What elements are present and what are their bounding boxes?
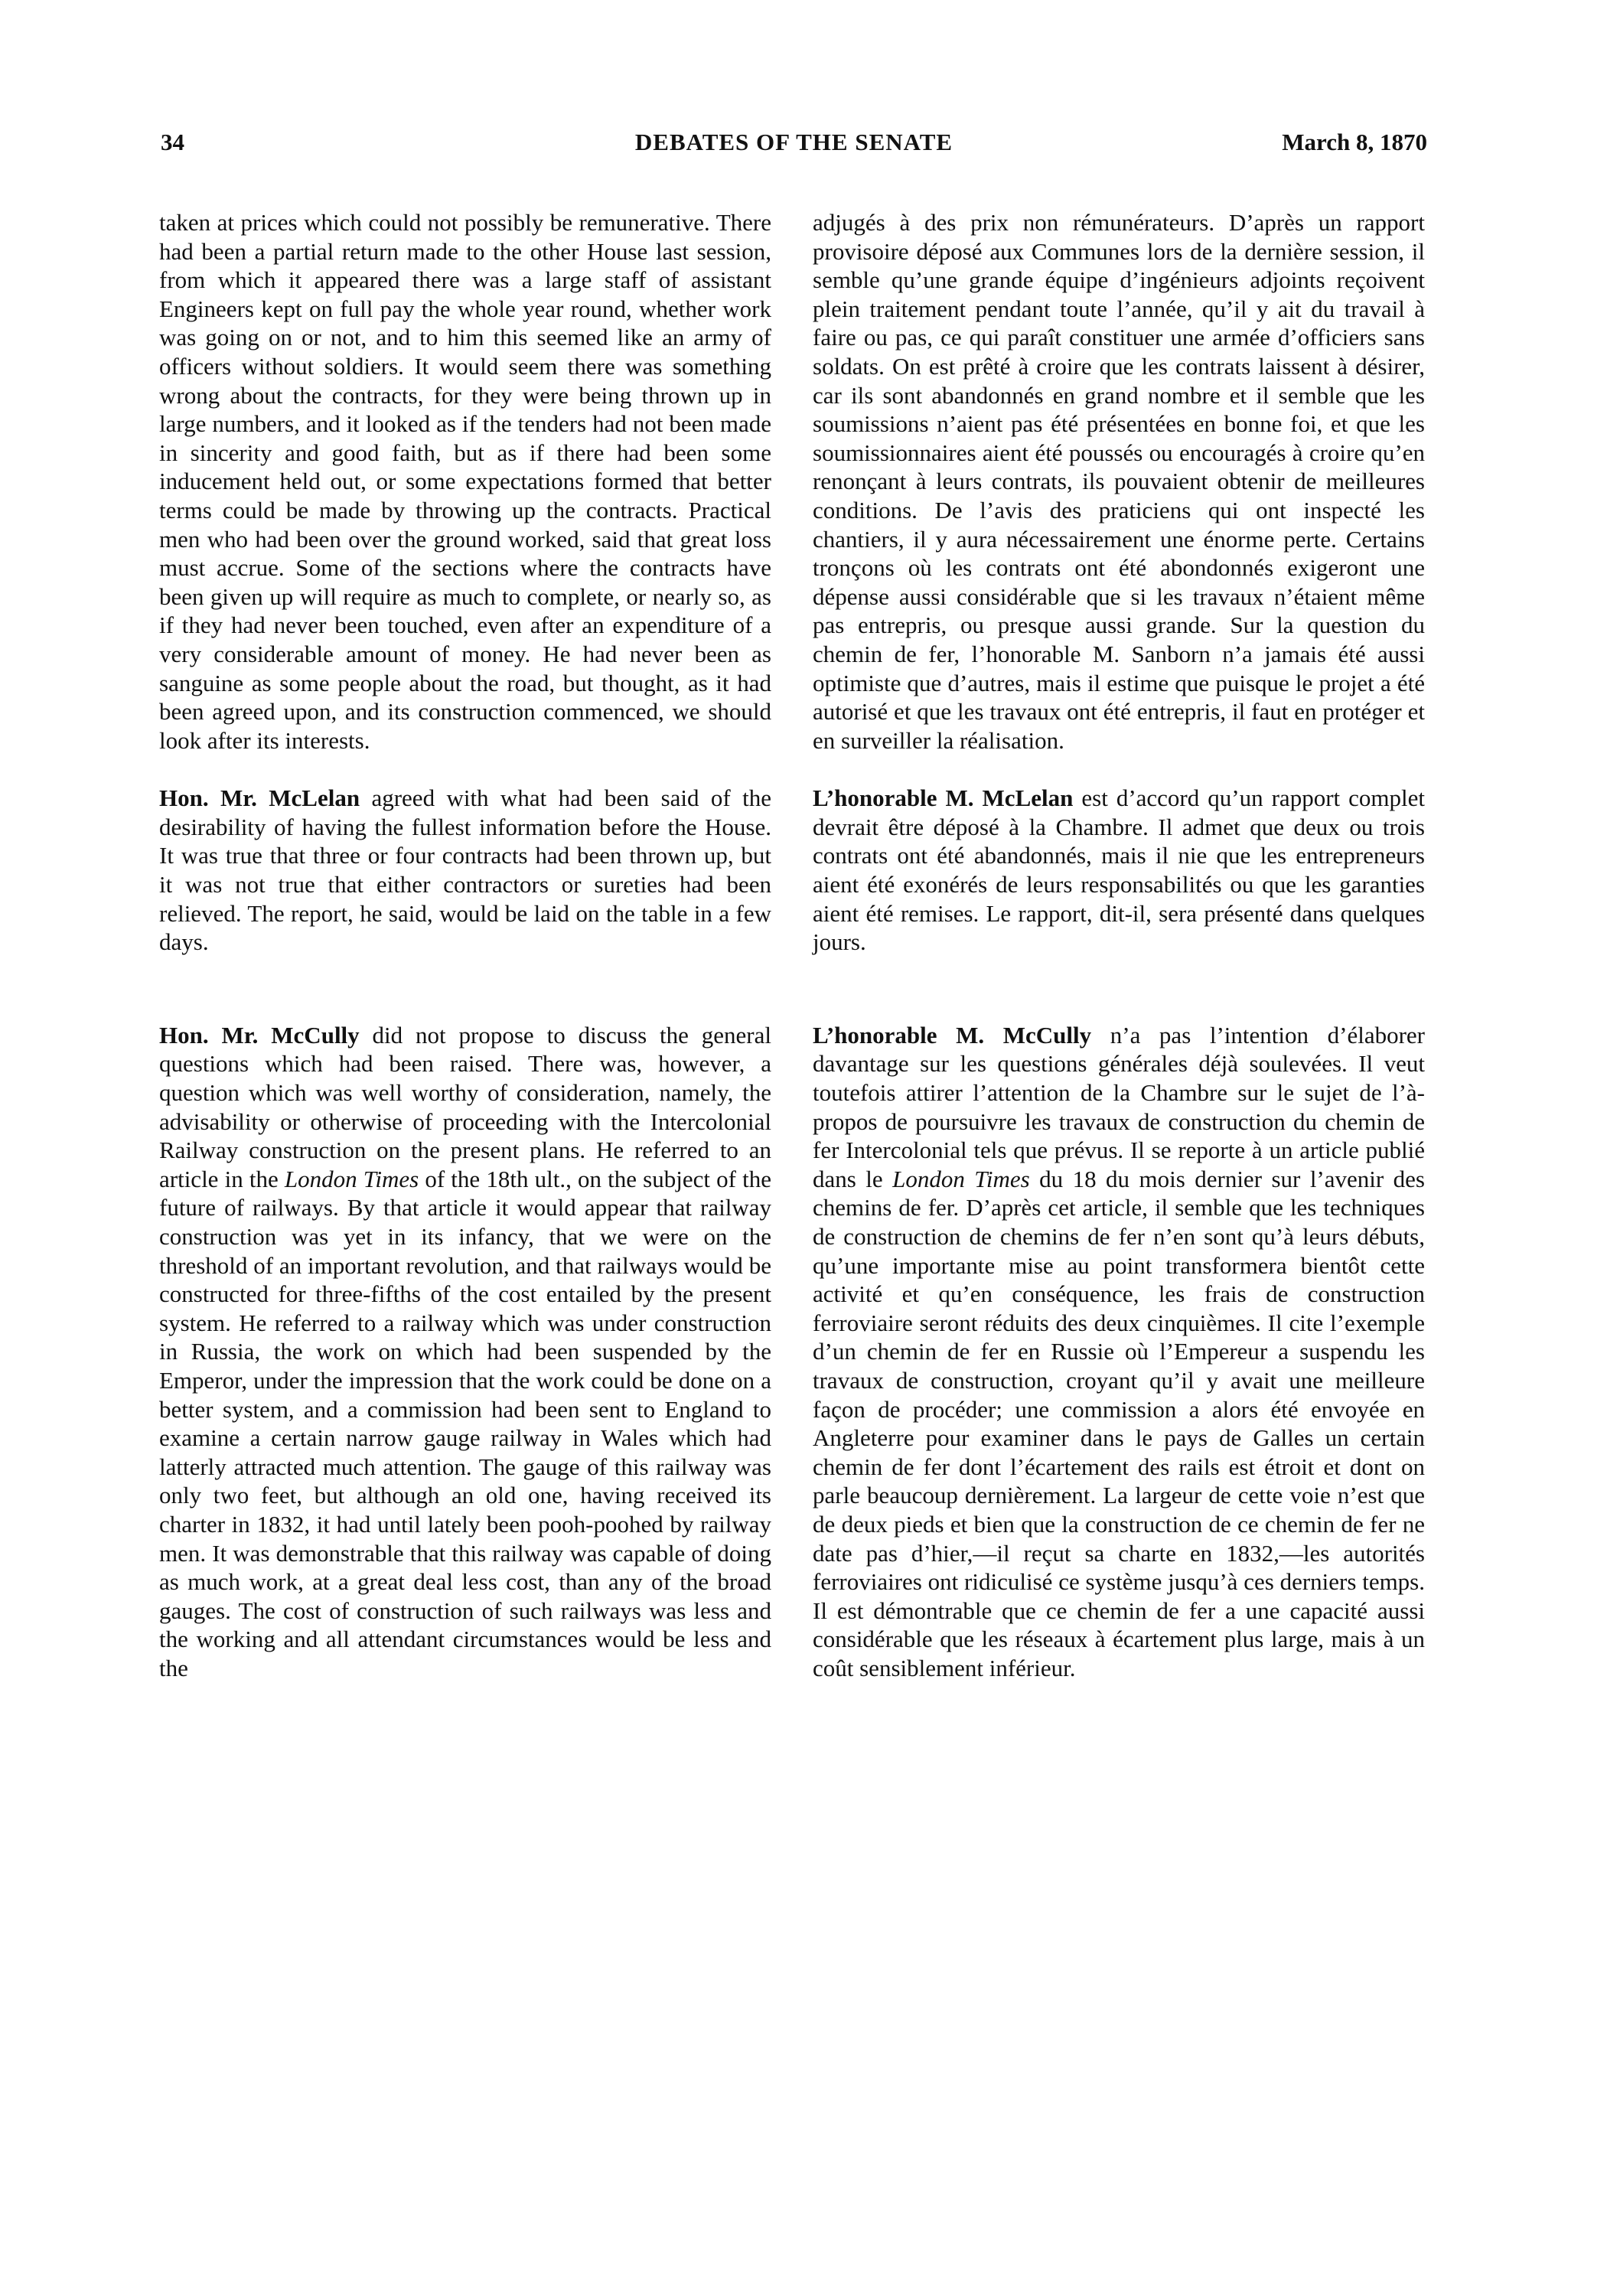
french-paragraph-2 [813, 784, 1425, 957]
english-paragraph-3 [159, 1021, 771, 1683]
speaker-name: L’honorable M. McCully [813, 1021, 1092, 1049]
page-number: 34 [161, 129, 184, 155]
paragraph-text: agreed with what had been said of the desirability of having the fullest information before the House. It was true that three or four contracts had been thrown up, but it was not true that either contractors or sureties had been relieved. The report, he said, would be laid on the table in a few days. [159, 784, 771, 956]
french-column [813, 208, 1425, 1683]
speaker-name: L’honorable M. McLelan [813, 784, 1074, 812]
paragraph-text: est d’accord qu’un rapport complet devrait être déposé à la Chambre. Il admet que deux ou trois contrats ont été abandonnés, mais il nie que les entrepreneurs aient été exonérés de leurs responsabilités ou que les garanties aient été remises. Le rapport, dit-il, sera présenté dans quelques jours. [813, 784, 1425, 956]
running-title: DEBATES OF THE SENATE [634, 129, 953, 155]
speaker-name: Hon. Mr. McCully [159, 1021, 360, 1049]
paragraph-text: n’a pas l’intention d’élaborer davantage sur les questions générales déjà soulevées. Il veut toutefois attirer l’attention de la Chambre sur le sujet de l’à-propos de poursuivre les travaux de construction du chemin de fer Intercolonial tels que prévus. Il se reporte à un article publié dans le [813, 1021, 1425, 1192]
english-paragraph-1: taken at prices which could not possibly be remunerative. There had been a partial return made to the other House last session, from which it appeared there was a large staff of assistant Engineers kept on full pay the whole year round, whether work was going on or not, and to him this seemed like an army of officers without soldiers. It would seem there was something wrong about the contracts, for they were being thrown up in large numbers, and it looked as if the tenders had not been made in sincerity and good faith, but as if there had been some inducement held out, or some expectations formed that better terms could be made by throwing up the contracts. Practical men who had been over the ground worked, said that great loss must accrue. Some of the sections where the contracts have been given up will require as much to complete, or nearly so, as if they had never been touched, even after an expenditure of a very considerable amount of money. He had never been as sanguine as some people about the road, but thought, as it had been agreed upon, and its construction commenced, we should look after its interests. [159, 209, 771, 754]
paragraph-text: of the 18th ult., on the subject of the future of railways. By that article it would appear that railway construction was yet in its infancy, that we were on the threshold of an important revolution, and that railways would be constructed for three-fifths of the cost entailed by the present system. He referred to a railway which was under construction in Russia, the work on which had been suspended by the Emperor, under the impression that the work could be done on a better system, and a commission had been sent to England to examine a certain narrow gauge railway in Wales which had latterly attracted much attention. The gauge of this railway was only two feet, but although an old one, having received its charter in 1832, it had until lately been pooh-poohed by railway men. It was demonstrable that this railway was capable of doing as much work, at a great deal less cost, than any of the broad gauges. The cost of construction of such railways was less and the working and all attendant circumstances would be less and the [159, 1165, 771, 1681]
paragraph-text: did not propose to discuss the general questions which had been raised. There was, however, a question which was well worthy of consideration, namely, the advisability or otherwise of proceeding with the Intercolonial Railway construction on the present plans. He referred to an article in the [159, 1021, 771, 1192]
english-paragraph-2 [159, 784, 771, 957]
french-paragraph-1: adjugés à des prix non rémunérateurs. D’après un rapport provisoire déposé aux Communes lors de la dernière session, il semble qu’une grande équipe d’ingénieurs adjoints reçoivent plein traitement pendant toute l’année, qu’il y ait du travail à faire ou pas, ce qui paraît constituer une armée d’officiers sans soldats. On est prêté à croire que les contrats laissent à désirer, car ils sont abandonnés en grand nombre et il semble que les soumissions n’aient pas été présentées en bonne foi, et que les soumissionnaires aient été poussés ou encouragés à croire qu’en renonçant à leurs contrats, ils pouvaient obtenir de meilleures conditions. De l’avis des praticiens qui ont inspecté les chantiers, il y aura nécessairement une énorme perte. Certains tronçons où les contrats ont été abondonnés exigeront une dépense aussi considérable que si les travaux n’étaient même pas entrepris, ou presque aussi grande. Sur la question du chemin de fer, l’honorable M. Sanborn n’a jamais été aussi optimiste que d’autres, mais il estime que puisque le projet a été autorisé et que les travaux ont été entrepris, il faut en protéger et en surveiller la réalisation. [813, 209, 1425, 754]
publication-title: London Times [284, 1165, 419, 1192]
french-paragraph-3 [813, 1021, 1425, 1683]
paragraph-text: du 18 du mois dernier sur l’avenir des chemins de fer. D’après cet article, il semble que les techniques de construction de chemins de fer n’en sont qu’à leurs débuts, qu’une importante mise au point transformera bientôt cette activité et qu’en conséquence, les frais de construction ferroviaire seront réduits des deux cinquièmes. Il cite l’exemple d’un chemin de fer en Russie où l’Empereur a suspendu les travaux de construction, croyant qu’il y avait une meilleure façon de procéder; une commission a alors été envoyée en Angleterre pour examiner dans le pays de Galles un certain chemin de fer dont l’écartement des rails est étroit et dont on parle beaucoup dernièrement. La largeur de cette voie n’est que de deux pieds et bien que la construction de ce chemin de fer ne date pas d’hier,—il reçut sa charte en 1832,—les autorités ferroviaires ont ridiculisé ce système jusqu’à ces derniers temps. Il est démontrable que ce chemin de fer a une capacité aussi considérable que les réseaux à écartement plus large, mais à un coût sensiblement inférieur. [813, 1165, 1425, 1681]
english-column [159, 208, 771, 1683]
page-header [161, 129, 1427, 167]
header-date: March 8, 1870 [1282, 129, 1427, 155]
speaker-name: Hon. Mr. McLelan [159, 784, 360, 812]
publication-title: London Times [892, 1165, 1030, 1192]
